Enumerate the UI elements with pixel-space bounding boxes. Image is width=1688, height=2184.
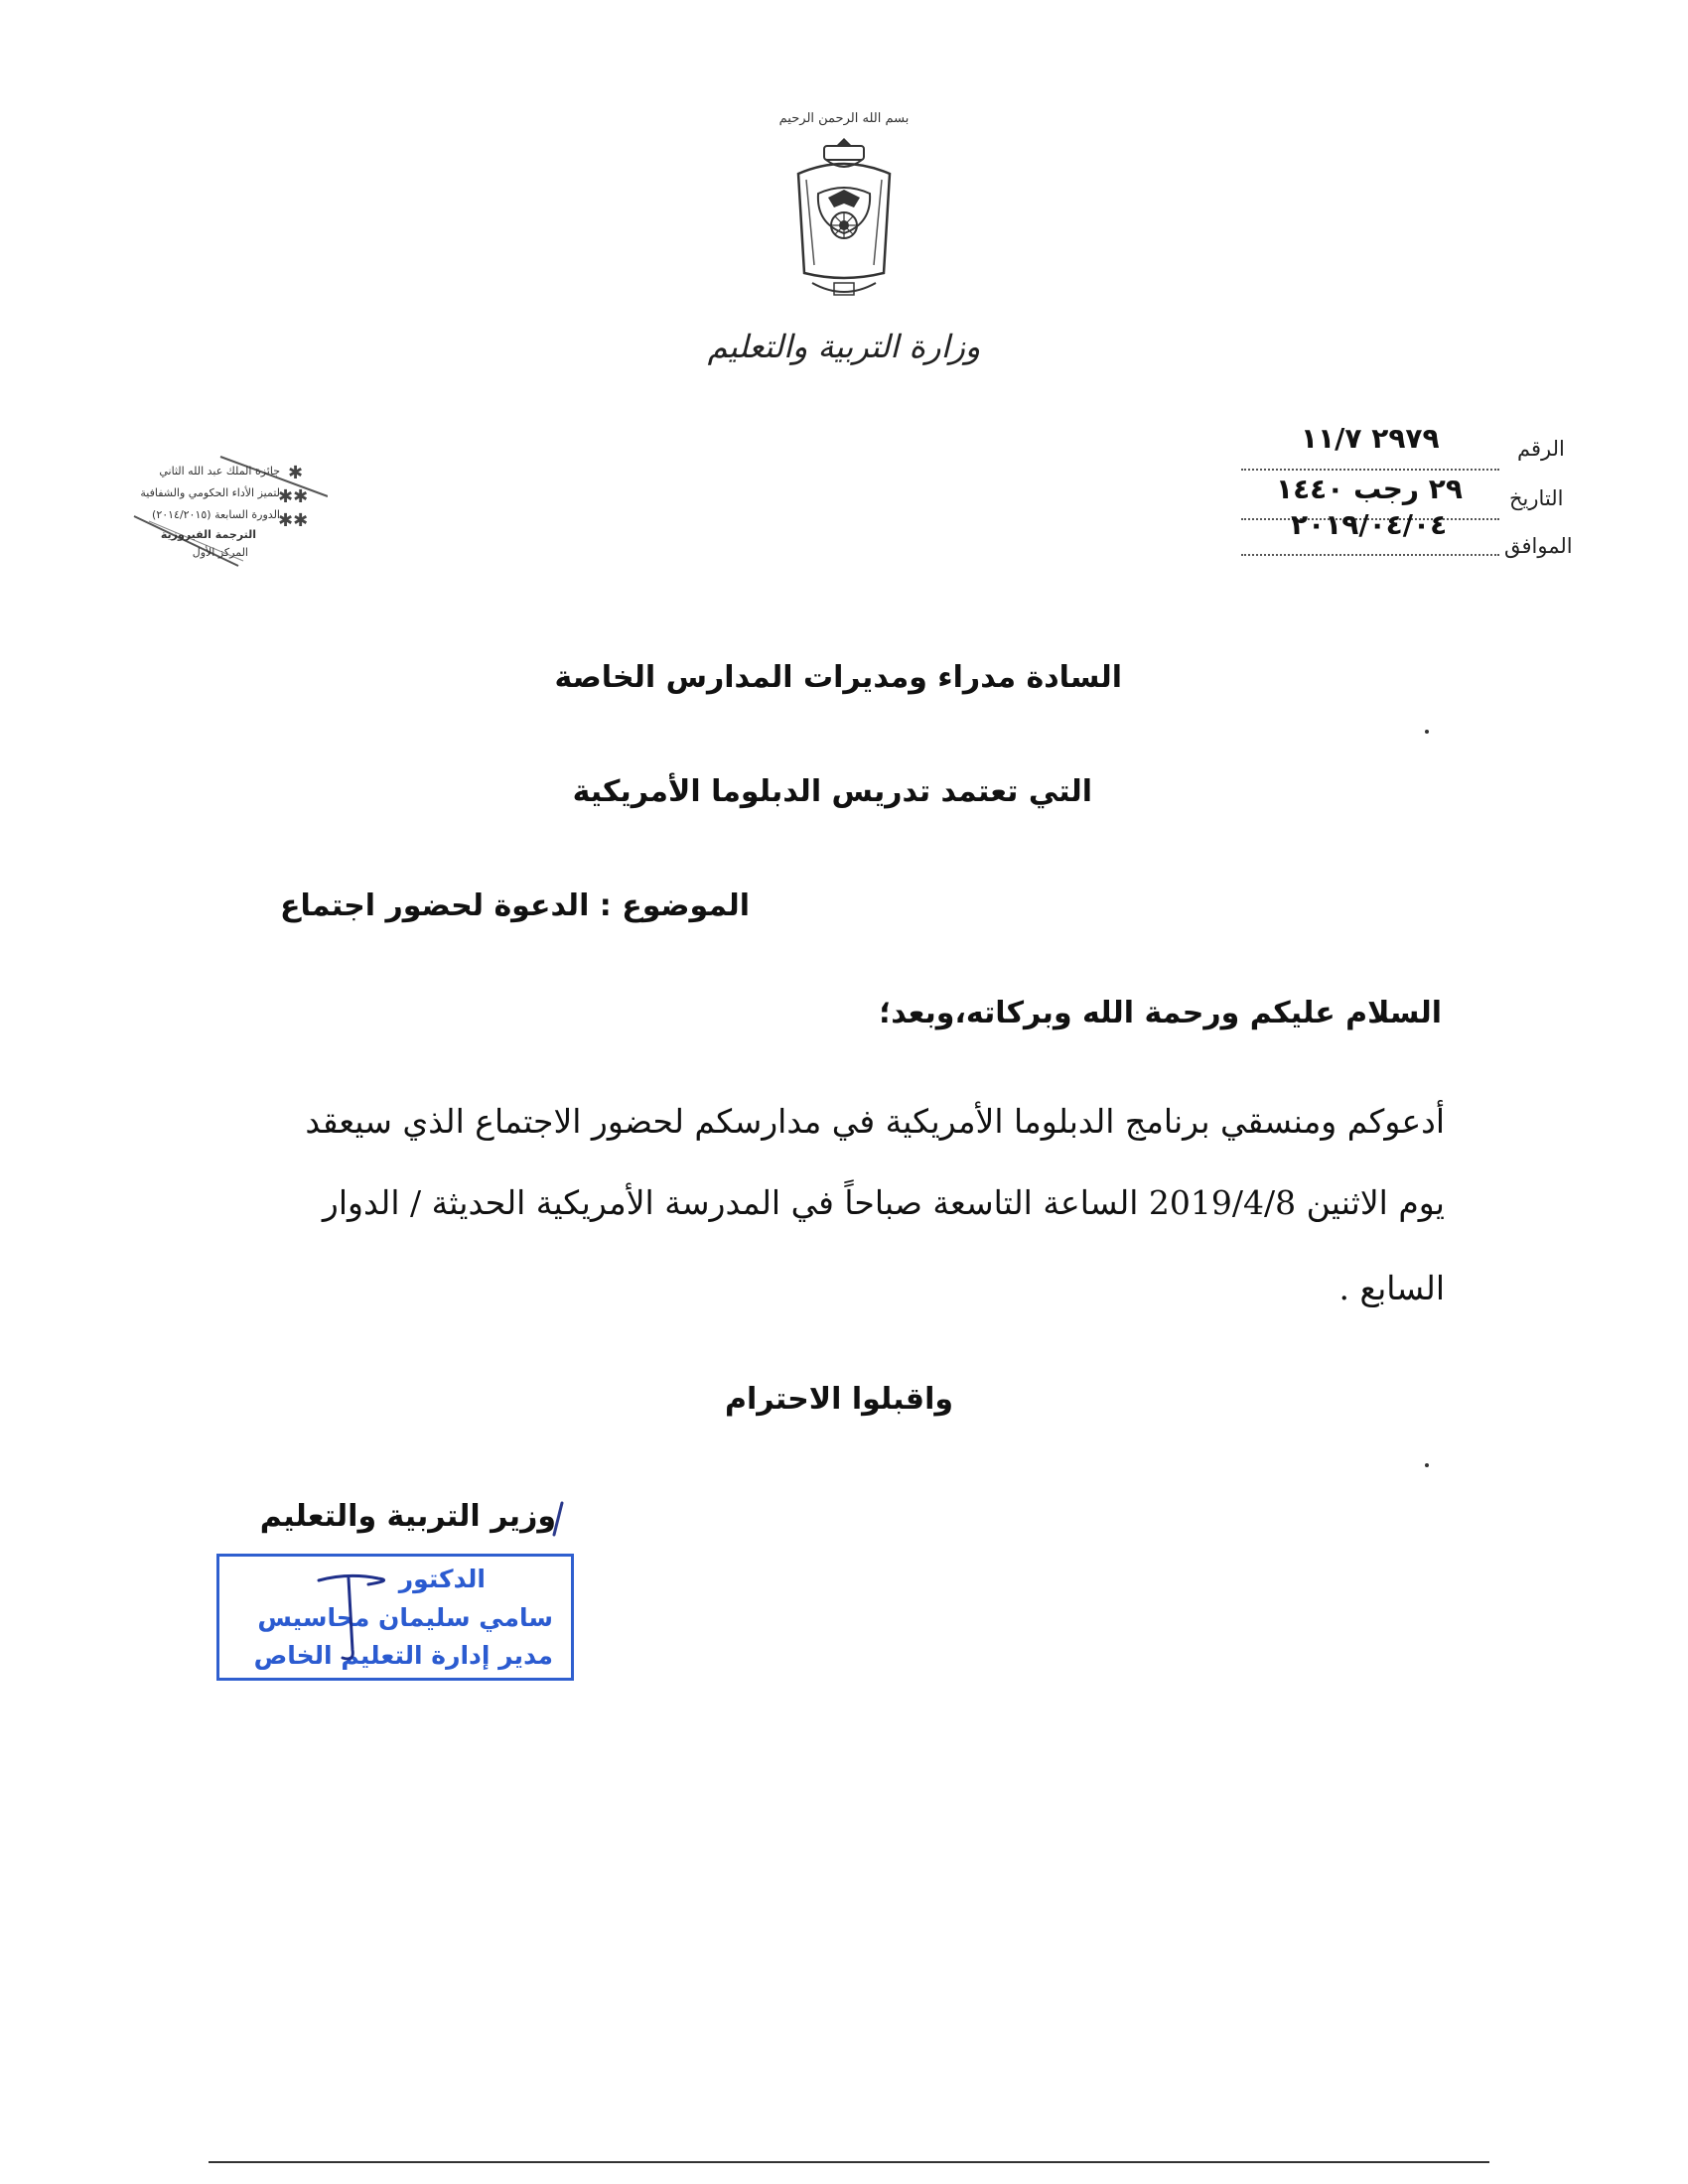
margin-dot: [1425, 730, 1429, 734]
basmala: بسم الله الرحمن الرحيم: [778, 111, 910, 126]
margin-dot: [1425, 1463, 1429, 1467]
ministry-name: وزارة التربية والتعليم: [707, 328, 981, 365]
closing-line: واقبلوا الاحترام: [724, 1382, 953, 1417]
signature-tick-mark: [548, 1499, 568, 1539]
corresponding-date-label: الموافق: [1504, 534, 1573, 558]
award-line-3: الدورة السابعة (٢٠١٤/٢٠١٥): [152, 508, 280, 521]
handwritten-signature: [309, 1551, 408, 1670]
reference-number-line: [1241, 469, 1499, 471]
award-line-2: لتميز الأداء الحكومي والشفافية: [140, 486, 280, 499]
award-line-1: جائزة الملك عبد الله الثاني: [159, 465, 280, 478]
stamp-title: الدكتور: [398, 1565, 486, 1593]
reference-number-label: الرقم: [1517, 437, 1565, 461]
star-icon: ✱✱: [278, 510, 309, 531]
stamp-name: سامي سليمان محاسيس: [257, 1603, 553, 1632]
recipient-line-2: التي تعتمد تدريس الدبلوما الأمريكية: [572, 774, 1092, 809]
signatory-title: وزير التربية والتعليم: [259, 1499, 556, 1534]
date-value: ٢٩ رجب ١٤٤٠: [1276, 473, 1463, 505]
body-line-1: أدعوكم ومنسقي برنامج الدبلوما الأمريكية في مدارسكم لحضور الاجتماع الذي سيعقد: [305, 1102, 1445, 1141]
corresponding-date-value: ٢٠١٩/٠٤/٠٤: [1291, 508, 1448, 541]
award-line-4: الترجمة الفيروزية: [160, 528, 256, 541]
greeting: السلام عليكم ورحمة الله وبركاته،وبعد؛: [879, 996, 1442, 1030]
footer-divider: [209, 2161, 1489, 2163]
corresponding-date-line: [1241, 554, 1499, 556]
date-label: التاريخ: [1509, 486, 1564, 510]
star-icon: ✱: [288, 463, 304, 483]
subject-line: الموضوع : الدعوة لحضور اجتماع: [280, 888, 750, 923]
stamp-position: مدير إدارة التعليم الخاص: [253, 1641, 553, 1670]
body-line-2: يوم الاثنين 2019/4/8 الساعة التاسعة صباحاً في المدرسة الأمريكية الحديثة / الدوار: [322, 1183, 1445, 1222]
star-icon: ✱✱: [278, 486, 309, 507]
signature-stamp: [216, 1554, 574, 1681]
body-line-3: السابع .: [1338, 1269, 1445, 1307]
coat-of-arms-emblem: [784, 134, 904, 308]
reference-number-value: ٢٩٧٩ ١١/٧: [1301, 422, 1440, 455]
recipient-line-1: السادة مدراء ومديرات المدارس الخاصة: [554, 660, 1122, 695]
award-line-5: المركز الأول: [192, 546, 248, 559]
award-stamp: [129, 447, 328, 576]
